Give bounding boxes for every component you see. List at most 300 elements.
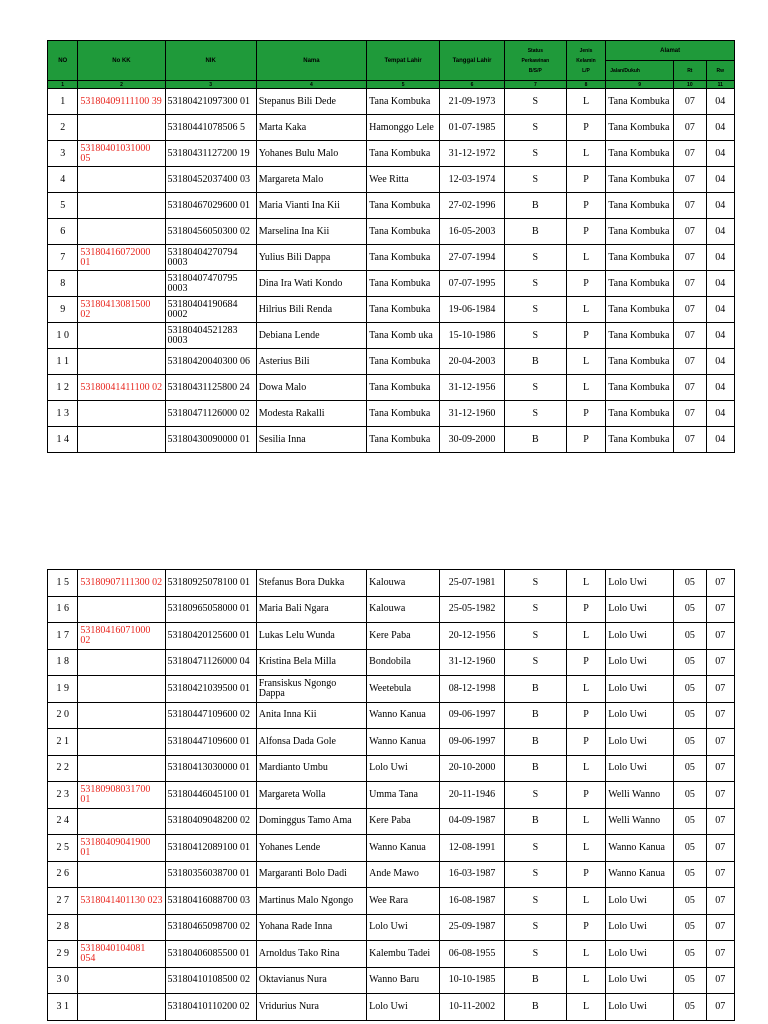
table-row [48, 193, 735, 219]
header-nik: NIK [165, 41, 256, 81]
row-number: 5 [48, 193, 78, 219]
tanggal-lahir-cell: 25-09-1987 [440, 914, 505, 941]
row-number: 2 0 [48, 702, 78, 729]
jalan-dukuh-cell: Wanno Kanua [606, 835, 674, 862]
tanggal-lahir-cell: 12-03-1974 [440, 167, 505, 193]
rw-cell: 07 [706, 649, 734, 676]
nama-cell: Maria Bali Ngara [256, 596, 366, 623]
row-number: 3 [48, 141, 78, 167]
rw-cell: 04 [706, 89, 734, 115]
status-cell: B [504, 427, 566, 453]
rw-cell: 07 [706, 994, 734, 1021]
table-row [48, 297, 735, 323]
rw-cell: 04 [706, 167, 734, 193]
header-nama: Nama [256, 41, 366, 81]
tanggal-lahir-cell: 31-12-1972 [440, 141, 505, 167]
jalan-dukuh-cell: Lolo Uwi [606, 676, 674, 703]
nik-cell: 53180431127200 19 [165, 141, 256, 167]
nik-cell: 53180471126000 02 [165, 401, 256, 427]
jalan-dukuh-cell: Tana Kombuka [606, 219, 674, 245]
tanggal-lahir-cell: 16-05-2003 [440, 219, 505, 245]
status-cell: B [504, 967, 566, 994]
tempat-lahir-cell: Tana Kombuka [367, 193, 440, 219]
column-number: 7 [504, 81, 566, 89]
nik-cell: 53180446045100 01 [165, 782, 256, 809]
tempat-lahir-cell: Kalouwa [367, 596, 440, 623]
rt-cell: 05 [674, 755, 706, 782]
status-cell: S [504, 861, 566, 888]
jalan-dukuh-cell: Lolo Uwi [606, 729, 674, 756]
row-number: 7 [48, 245, 78, 271]
rt-cell: 05 [674, 570, 706, 597]
status-cell: S [504, 914, 566, 941]
rt-cell: 07 [674, 271, 706, 297]
tempat-lahir-cell: Bondobila [367, 649, 440, 676]
no-kk-cell [78, 167, 165, 193]
rt-cell: 07 [674, 219, 706, 245]
status-cell: S [504, 167, 566, 193]
no-kk-cell [78, 914, 165, 941]
jalan-dukuh-cell: Lolo Uwi [606, 649, 674, 676]
jenis-kelamin-cell: L [566, 297, 606, 323]
no-kk-cell: 5318041401130 023 [78, 888, 165, 915]
status-cell: S [504, 596, 566, 623]
no-kk-cell [78, 219, 165, 245]
table-header-row [48, 41, 735, 61]
jalan-dukuh-cell: Tana Kombuka [606, 89, 674, 115]
column-number: 6 [440, 81, 505, 89]
tempat-lahir-cell: Wanno Kanua [367, 702, 440, 729]
row-number: 2 1 [48, 729, 78, 756]
rw-cell: 04 [706, 349, 734, 375]
rw-cell: 04 [706, 401, 734, 427]
rt-cell: 07 [674, 141, 706, 167]
jenis-kelamin-cell: L [566, 835, 606, 862]
nama-cell: Martinus Malo Ngongo [256, 888, 366, 915]
tempat-lahir-cell: Kalouwa [367, 570, 440, 597]
column-number-row [48, 81, 735, 89]
nama-cell: Dowa Malo [256, 375, 366, 401]
nik-cell: 53180420040300 06 [165, 349, 256, 375]
status-cell: S [504, 141, 566, 167]
rt-cell: 07 [674, 401, 706, 427]
no-kk-cell [78, 729, 165, 756]
status-cell: S [504, 835, 566, 862]
nik-cell: 53180407470795 0003 [165, 271, 256, 297]
rt-cell: 05 [674, 623, 706, 650]
status-cell: S [504, 271, 566, 297]
column-number: 8 [566, 81, 606, 89]
jenis-kelamin-cell: P [566, 271, 606, 297]
rt-cell: 05 [674, 941, 706, 968]
tanggal-lahir-cell: 16-03-1987 [440, 861, 505, 888]
no-kk-cell [78, 702, 165, 729]
nama-cell: Marselina Ina Kii [256, 219, 366, 245]
tanggal-lahir-cell: 06-08-1955 [440, 941, 505, 968]
jenis-kelamin-cell: P [566, 649, 606, 676]
jenis-kelamin-cell: P [566, 914, 606, 941]
rt-cell: 05 [674, 861, 706, 888]
rt-cell: 07 [674, 193, 706, 219]
row-number: 1 8 [48, 649, 78, 676]
table-row [48, 967, 735, 994]
nama-cell: Marta Kaka [256, 115, 366, 141]
tempat-lahir-cell: Umma Tana [367, 782, 440, 809]
row-number: 2 2 [48, 755, 78, 782]
no-kk-cell: 53180409041900 01 [78, 835, 165, 862]
table-row [48, 349, 735, 375]
rt-cell: 07 [674, 375, 706, 401]
nama-cell: Modesta Rakalli [256, 401, 366, 427]
row-number: 3 0 [48, 967, 78, 994]
jalan-dukuh-cell: Lolo Uwi [606, 967, 674, 994]
tanggal-lahir-cell: 31-12-1960 [440, 401, 505, 427]
jenis-kelamin-cell: L [566, 967, 606, 994]
header-status-perkawinan: Status Perkawinan B/S/P [504, 41, 566, 81]
table-row [48, 141, 735, 167]
status-cell: B [504, 994, 566, 1021]
jalan-dukuh-cell: Lolo Uwi [606, 888, 674, 915]
table-row [48, 835, 735, 862]
table-body-2 [48, 570, 735, 1021]
nama-cell: Vridurius Nura [256, 994, 366, 1021]
jalan-dukuh-cell: Lolo Uwi [606, 941, 674, 968]
table-row [48, 323, 735, 349]
no-kk-cell: 5318040104081 054 [78, 941, 165, 968]
tempat-lahir-cell: Tana Kombuka [367, 219, 440, 245]
row-number: 2 7 [48, 888, 78, 915]
nama-cell: Anita Inna Kii [256, 702, 366, 729]
status-cell: B [504, 676, 566, 703]
rt-cell: 05 [674, 702, 706, 729]
tempat-lahir-cell: Tana Kombuka [367, 375, 440, 401]
no-kk-cell: 53180409111100 39 [78, 89, 165, 115]
rt-cell: 05 [674, 888, 706, 915]
table-row [48, 271, 735, 297]
status-cell: S [504, 323, 566, 349]
jenis-kelamin-cell: P [566, 861, 606, 888]
nama-cell: Sesilia Inna [256, 427, 366, 453]
jalan-dukuh-cell: Tana Kombuka [606, 427, 674, 453]
nik-cell: 53180467029600 01 [165, 193, 256, 219]
rw-cell: 04 [706, 323, 734, 349]
tempat-lahir-cell: Lolo Uwi [367, 994, 440, 1021]
no-kk-cell [78, 676, 165, 703]
jenis-kelamin-cell: P [566, 219, 606, 245]
rw-cell: 07 [706, 755, 734, 782]
status-cell: S [504, 782, 566, 809]
row-number: 2 3 [48, 782, 78, 809]
status-cell: S [504, 375, 566, 401]
nama-cell: Alfonsa Dada Gole [256, 729, 366, 756]
no-kk-cell [78, 115, 165, 141]
nama-cell: Oktavianus Nura [256, 967, 366, 994]
nama-cell: Lukas Lelu Wunda [256, 623, 366, 650]
tanggal-lahir-cell: 30-09-2000 [440, 427, 505, 453]
table-row [48, 808, 735, 835]
no-kk-cell [78, 193, 165, 219]
status-cell: S [504, 941, 566, 968]
nik-cell: 53180421097300 01 [165, 89, 256, 115]
row-number: 2 8 [48, 914, 78, 941]
jalan-dukuh-cell: Welli Wanno [606, 808, 674, 835]
table-row [48, 115, 735, 141]
table-body-1 [48, 89, 735, 453]
nik-cell: 53180404190684 0002 [165, 297, 256, 323]
no-kk-cell: 53180413081500 02 [78, 297, 165, 323]
nik-cell: 53180420125600 01 [165, 623, 256, 650]
status-cell: S [504, 888, 566, 915]
tanggal-lahir-cell: 10-10-1985 [440, 967, 505, 994]
jenis-kelamin-cell: L [566, 888, 606, 915]
jenis-kelamin-cell: P [566, 782, 606, 809]
jalan-dukuh-cell: Lolo Uwi [606, 570, 674, 597]
jenis-kelamin-cell: L [566, 349, 606, 375]
table-row [48, 914, 735, 941]
tanggal-lahir-cell: 01-07-1985 [440, 115, 505, 141]
table-row [48, 994, 735, 1021]
tempat-lahir-cell: Tana Komb uka [367, 323, 440, 349]
table-row [48, 401, 735, 427]
tempat-lahir-cell: Lolo Uwi [367, 914, 440, 941]
rw-cell: 04 [706, 271, 734, 297]
no-kk-cell: 53180907111300 02 [78, 570, 165, 597]
jalan-dukuh-cell: Tana Kombuka [606, 349, 674, 375]
jalan-dukuh-cell: Lolo Uwi [606, 623, 674, 650]
tanggal-lahir-cell: 16-08-1987 [440, 888, 505, 915]
rw-cell: 07 [706, 888, 734, 915]
status-cell: S [504, 245, 566, 271]
nik-cell: 53180406085500 01 [165, 941, 256, 968]
table-row [48, 755, 735, 782]
jenis-kelamin-cell: L [566, 994, 606, 1021]
jalan-dukuh-cell: Lolo Uwi [606, 994, 674, 1021]
status-cell: S [504, 570, 566, 597]
rw-cell: 07 [706, 676, 734, 703]
tanggal-lahir-cell: 20-12-1956 [440, 623, 505, 650]
no-kk-cell: 53180401031000 05 [78, 141, 165, 167]
nik-cell: 53180356038700 01 [165, 861, 256, 888]
nama-cell: Dominggus Tamo Ama [256, 808, 366, 835]
status-cell: S [504, 623, 566, 650]
tempat-lahir-cell: Lolo Uwi [367, 755, 440, 782]
rw-cell: 04 [706, 297, 734, 323]
tanggal-lahir-cell: 10-11-2002 [440, 994, 505, 1021]
tempat-lahir-cell: Tana Kombuka [367, 245, 440, 271]
header-rt: Rt [674, 61, 706, 81]
table-row [48, 245, 735, 271]
row-number: 1 9 [48, 676, 78, 703]
nama-cell: Kristina Bela Milla [256, 649, 366, 676]
no-kk-cell [78, 967, 165, 994]
tanggal-lahir-cell: 20-04-2003 [440, 349, 505, 375]
rw-cell: 04 [706, 141, 734, 167]
jenis-kelamin-cell: L [566, 141, 606, 167]
nama-cell: Stepanus Bili Dede [256, 89, 366, 115]
jenis-kelamin-cell: P [566, 427, 606, 453]
status-cell: S [504, 401, 566, 427]
jenis-kelamin-cell: P [566, 401, 606, 427]
tempat-lahir-cell: Wanno Baru [367, 967, 440, 994]
rw-cell: 07 [706, 702, 734, 729]
tanggal-lahir-cell: 27-02-1996 [440, 193, 505, 219]
population-table-1 [47, 40, 735, 453]
status-cell: S [504, 297, 566, 323]
rw-cell: 07 [706, 623, 734, 650]
tempat-lahir-cell: Wee Rara [367, 888, 440, 915]
rw-cell: 07 [706, 808, 734, 835]
nama-cell: Yohana Rade Inna [256, 914, 366, 941]
tanggal-lahir-cell: 09-06-1997 [440, 729, 505, 756]
row-number: 2 5 [48, 835, 78, 862]
jenis-kelamin-cell: L [566, 676, 606, 703]
tanggal-lahir-cell: 07-07-1995 [440, 271, 505, 297]
nik-cell: 53180452037400 03 [165, 167, 256, 193]
nama-cell: Margareta Wolla [256, 782, 366, 809]
table-row [48, 167, 735, 193]
jalan-dukuh-cell: Lolo Uwi [606, 755, 674, 782]
no-kk-cell: 53180908031700 01 [78, 782, 165, 809]
tempat-lahir-cell: Kere Paba [367, 623, 440, 650]
nama-cell: Arnoldus Tako Rina [256, 941, 366, 968]
table-row [48, 375, 735, 401]
jalan-dukuh-cell: Tana Kombuka [606, 375, 674, 401]
tanggal-lahir-cell: 08-12-1998 [440, 676, 505, 703]
tempat-lahir-cell: Tana Kombuka [367, 297, 440, 323]
rw-cell: 04 [706, 193, 734, 219]
tempat-lahir-cell: Tana Kombuka [367, 271, 440, 297]
tanggal-lahir-cell: 20-10-2000 [440, 755, 505, 782]
column-number: 1 [48, 81, 78, 89]
no-kk-cell: 53180041411100 02 [78, 375, 165, 401]
header-alamat: Alamat [606, 41, 735, 61]
jalan-dukuh-cell: Tana Kombuka [606, 193, 674, 219]
rt-cell: 05 [674, 808, 706, 835]
jenis-kelamin-cell: P [566, 115, 606, 141]
tempat-lahir-cell: Tana Kombuka [367, 427, 440, 453]
nik-cell: 53180409048200 02 [165, 808, 256, 835]
nama-cell: Margaranti Bolo Dadi [256, 861, 366, 888]
nama-cell: Yulius Bili Dappa [256, 245, 366, 271]
nik-cell: 53180465098700 02 [165, 914, 256, 941]
no-kk-cell [78, 994, 165, 1021]
nik-cell: 53180413030000 01 [165, 755, 256, 782]
row-number: 1 1 [48, 349, 78, 375]
jalan-dukuh-cell: Tana Kombuka [606, 115, 674, 141]
rt-cell: 07 [674, 115, 706, 141]
rt-cell: 05 [674, 994, 706, 1021]
jalan-dukuh-cell: Tana Kombuka [606, 401, 674, 427]
no-kk-cell: 53180416071000 02 [78, 623, 165, 650]
nik-cell: 53180430090000 01 [165, 427, 256, 453]
tanggal-lahir-cell: 04-09-1987 [440, 808, 505, 835]
row-number: 1 [48, 89, 78, 115]
tempat-lahir-cell: Hamonggo Lele [367, 115, 440, 141]
status-cell: B [504, 219, 566, 245]
rt-cell: 05 [674, 596, 706, 623]
nama-cell: Stefanus Bora Dukka [256, 570, 366, 597]
tempat-lahir-cell: Ande Mawo [367, 861, 440, 888]
no-kk-cell: 53180416072000 01 [78, 245, 165, 271]
jalan-dukuh-cell: Lolo Uwi [606, 914, 674, 941]
status-cell: B [504, 702, 566, 729]
row-number: 1 0 [48, 323, 78, 349]
nik-cell: 53180410108500 02 [165, 967, 256, 994]
rt-cell: 05 [674, 967, 706, 994]
rw-cell: 07 [706, 835, 734, 862]
population-table-2 [47, 569, 735, 1021]
rt-cell: 07 [674, 323, 706, 349]
header-tempat-lahir: Tempat Lahir [367, 41, 440, 81]
nama-cell: Margareta Malo [256, 167, 366, 193]
nama-cell: Fransiskus Ngongo Dappa [256, 676, 366, 703]
table-row [48, 861, 735, 888]
table-row [48, 888, 735, 915]
jalan-dukuh-cell: Tana Kombuka [606, 167, 674, 193]
rt-cell: 07 [674, 427, 706, 453]
tempat-lahir-cell: Kalembu Tadei [367, 941, 440, 968]
rt-cell: 05 [674, 835, 706, 862]
rw-cell: 04 [706, 427, 734, 453]
no-kk-cell [78, 861, 165, 888]
row-number: 2 9 [48, 941, 78, 968]
tempat-lahir-cell: Wanno Kanua [367, 835, 440, 862]
tanggal-lahir-cell: 21-09-1973 [440, 89, 505, 115]
nik-cell: 53180925078100 01 [165, 570, 256, 597]
nama-cell: Hilrius Bili Renda [256, 297, 366, 323]
nama-cell: Asterius Bili [256, 349, 366, 375]
tanggal-lahir-cell: 31-12-1956 [440, 375, 505, 401]
header-tanggal-lahir: Tanggal Lahir [440, 41, 505, 81]
no-kk-cell [78, 323, 165, 349]
rt-cell: 05 [674, 729, 706, 756]
table-row [48, 427, 735, 453]
no-kk-cell [78, 401, 165, 427]
rt-cell: 07 [674, 349, 706, 375]
header-rw: Rw [706, 61, 734, 81]
jenis-kelamin-cell: L [566, 570, 606, 597]
jalan-dukuh-cell: Tana Kombuka [606, 245, 674, 271]
no-kk-cell [78, 427, 165, 453]
no-kk-cell [78, 649, 165, 676]
nama-cell: Yohanes Bulu Malo [256, 141, 366, 167]
row-number: 1 4 [48, 427, 78, 453]
table-row [48, 782, 735, 809]
table-row [48, 702, 735, 729]
nik-cell: 53180416088700 03 [165, 888, 256, 915]
nik-cell: 53180404270794 0003 [165, 245, 256, 271]
row-number: 1 7 [48, 623, 78, 650]
jenis-kelamin-cell: P [566, 702, 606, 729]
tanggal-lahir-cell: 31-12-1960 [440, 649, 505, 676]
rt-cell: 07 [674, 297, 706, 323]
rw-cell: 07 [706, 570, 734, 597]
jenis-kelamin-cell: P [566, 323, 606, 349]
rw-cell: 07 [706, 967, 734, 994]
tanggal-lahir-cell: 27-07-1994 [440, 245, 505, 271]
status-cell: B [504, 349, 566, 375]
row-number: 1 3 [48, 401, 78, 427]
jalan-dukuh-cell: Lolo Uwi [606, 702, 674, 729]
jenis-kelamin-cell: L [566, 941, 606, 968]
table-row [48, 676, 735, 703]
jenis-kelamin-cell: P [566, 596, 606, 623]
table-row [48, 623, 735, 650]
column-number: 2 [78, 81, 165, 89]
status-cell: S [504, 649, 566, 676]
rw-cell: 07 [706, 729, 734, 756]
rw-cell: 07 [706, 782, 734, 809]
